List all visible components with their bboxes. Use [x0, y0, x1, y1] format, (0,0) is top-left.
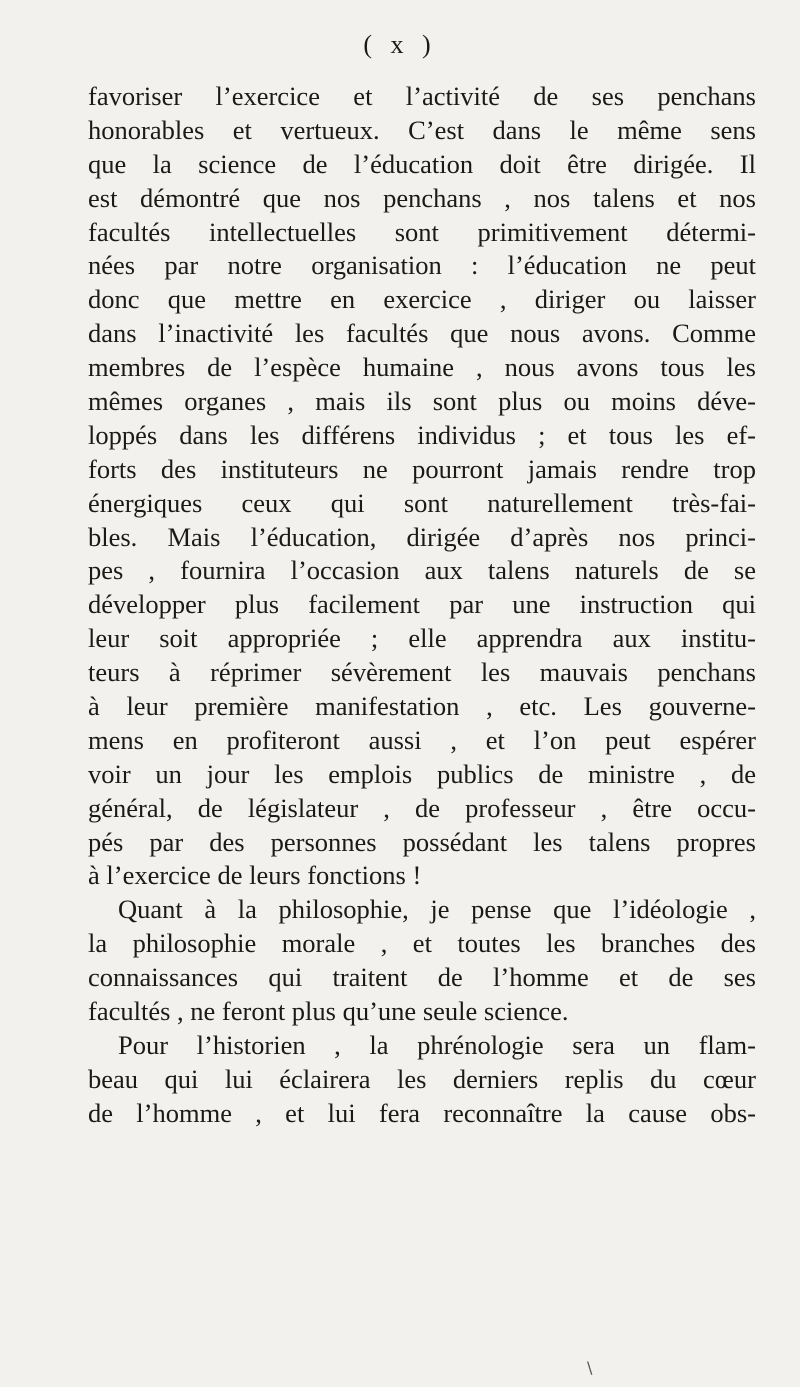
text-line: facultés , ne feront plus qu’une seule science. — [88, 996, 569, 1027]
footer-mark: \ — [587, 1358, 593, 1377]
text-line: à l’exercice de leurs fonctions ! — [88, 860, 422, 891]
text-line: nées par notre organisation : l’éducation ne peut — [88, 250, 756, 281]
text-line: pes , fournira l’occasion aux talens naturels de se — [88, 555, 756, 586]
text-line: donc que mettre en exercice , diriger ou laisser — [88, 284, 756, 315]
text-line: connaissances qui traitent de l’homme et de ses — [88, 962, 756, 993]
text-line: bles. Mais l’éducation, dirigée d’après nos princi- — [88, 521, 756, 552]
text-line: loppés dans les différens individus ; et tous les ef- — [88, 419, 756, 450]
text-line: général, de législateur , de professeur , être occu- — [88, 792, 756, 823]
text-line: mêmes organes , mais ils sont plus ou moins déve- — [88, 386, 756, 417]
text-line: la philosophie morale , et toutes les branches des — [88, 928, 756, 959]
text-line: développer plus facilement par une instruction qui — [88, 589, 756, 620]
text-line: que la science de l’éducation doit être dirigée. Il — [88, 148, 756, 179]
text-line: voir un jour les emplois publics de ministre , de — [88, 758, 756, 789]
body-text — [88, 80, 756, 1131]
text-line: énergiques ceux qui sont naturellement très-fai- — [88, 487, 756, 518]
text-line: de l’homme , et lui fera reconnaître la cause obs- — [88, 1097, 756, 1128]
page-number: ( x ) — [363, 30, 437, 59]
text-line: facultés intellectuelles sont primitivement détermi- — [88, 216, 756, 247]
text-line: teurs à réprimer sévèrement les mauvais penchans — [88, 657, 756, 688]
text-line: Pour l’historien , la phrénologie sera un flam- — [118, 1029, 756, 1060]
text-line: favoriser l’exercice et l’activité de ses penchans — [88, 81, 756, 111]
text-line: pés par des personnes possédant les talens propres — [88, 826, 756, 857]
text-line: Quant à la philosophie, je pense que l’idéologie , — [118, 894, 756, 925]
text-line: leur soit appropriée ; elle apprendra aux institu- — [88, 623, 756, 654]
text-line: à leur première manifestation , etc. Les gouverne- — [88, 691, 756, 722]
text-line: membres de l’espèce humaine , nous avons tous les — [88, 352, 756, 383]
text-line: dans l’inactivité les facultés que nous avons. Comme — [88, 318, 756, 349]
text-line: honorables et vertueux. C’est dans le même sens — [88, 114, 756, 145]
text-line: beau qui lui éclairera les derniers replis du cœur — [88, 1063, 756, 1094]
text-line: est démontré que nos penchans , nos talens et nos — [88, 182, 756, 213]
text-line: mens en profiteront aussi , et l’on peut espérer — [88, 724, 756, 755]
text-line: forts des instituteurs ne pourront jamais rendre trop — [88, 453, 756, 484]
